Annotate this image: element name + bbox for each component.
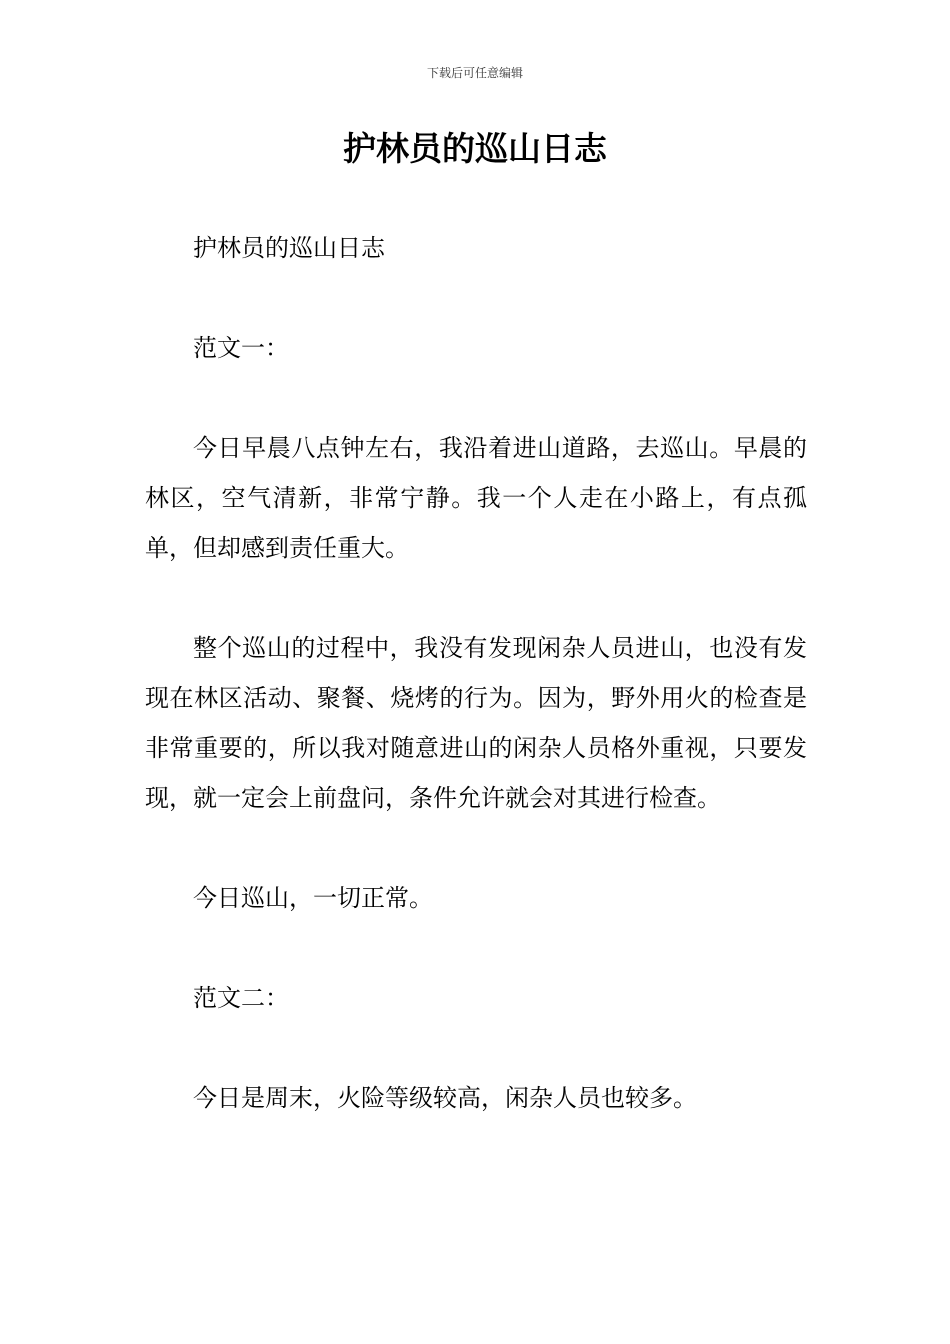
document-title: 护林员的巡山日志 xyxy=(343,129,607,168)
sample-two-heading: 范文二： xyxy=(193,984,289,1012)
morning-patrol-paragraph: 今日早晨八点钟左右，我沿着进山道路，去巡山。早晨的林区，空气清新，非常宁静。我一个人走在小路上，有点孤单，但却感到责任重大。 xyxy=(145,434,807,562)
patrol-summary-paragraph: 今日巡山，一切正常。 xyxy=(193,884,433,912)
header-note: 下载后可任意编辑 xyxy=(426,66,523,80)
weekend-paragraph: 今日是周末，火险等级较高，闲杂人员也较多。 xyxy=(193,1084,697,1112)
document-body xyxy=(145,223,807,1173)
subtitle-paragraph: 护林员的巡山日志 xyxy=(193,234,385,262)
sample-one-heading: 范文一： xyxy=(193,334,289,362)
patrol-inspection-paragraph: 整个巡山的过程中，我没有发现闲杂人员进山，也没有发现在林区活动、聚餐、烧烤的行为。因为，野外用火的检查是非常重要的，所以我对随意进山的闲杂人员格外重视，只要发现，就一定会上前盘问，条件允许就会对其进行检查。 xyxy=(145,634,807,812)
